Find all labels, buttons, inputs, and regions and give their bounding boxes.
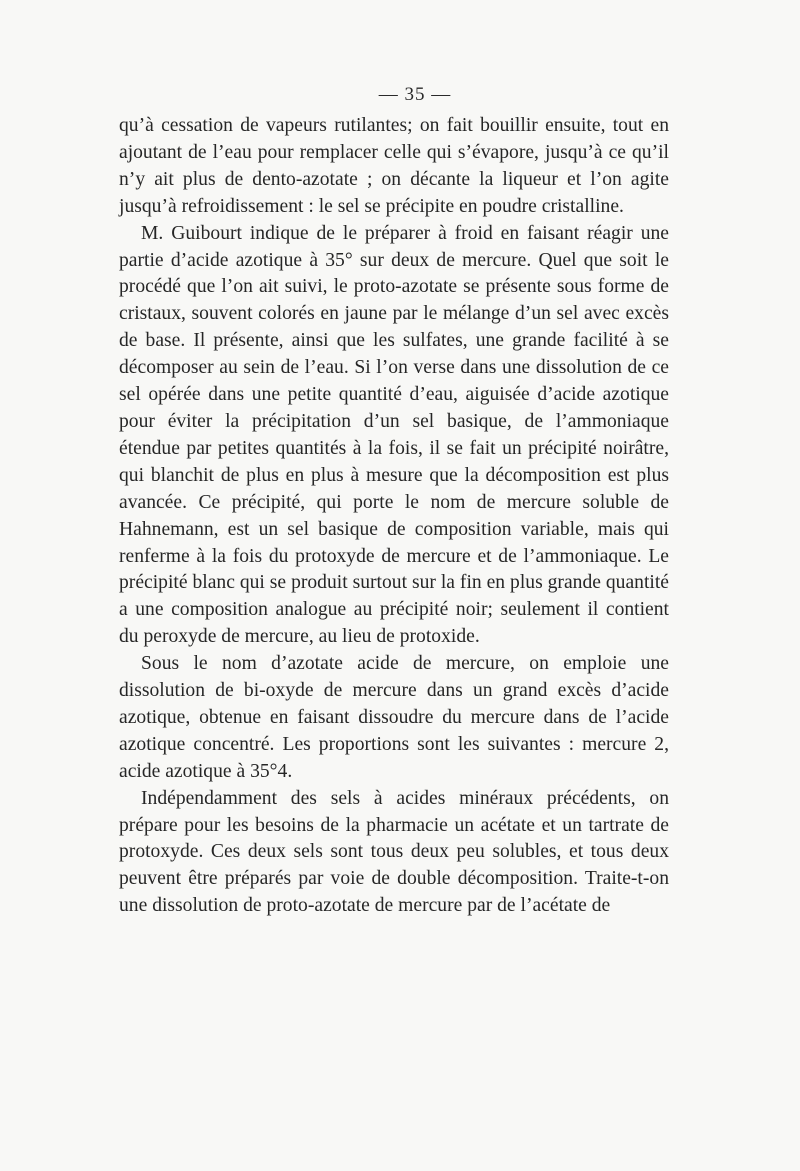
paragraph-1: qu’à cessation de vapeurs rutilantes; on fait bouillir ensuite, tout en ajoutant de l’eau pour remplacer celle qui s’évapore, jusqu’à ce qu’il n’y ait plus de dento-azotate ; on décante la liqueur et l’on agite jusqu’à refroidissement : le sel se précipite en poudre cristalline. bbox=[119, 115, 669, 217]
paragraph-4: Indépendamment des sels à acides minéraux précédents, on prépare pour les besoins de la pharmacie un acétate et un tartrate de protoxyde. Ces deux sels sont tous deux peu solubles, et tous deux peuvent être préparés par voie de double décomposition. Traite-t-on une dissolution de proto-azotate de mercure par de l’acétate de bbox=[119, 787, 669, 917]
page-number: — 35 — bbox=[378, 84, 452, 105]
paragraph-2: M. Guibourt indique de le préparer à froid en faisant réagir une partie d’acide azotique à 35° sur deux de mercure. Quel que soit le procédé que l’on ait suivi, le proto-azotate se présente sous forme de cristaux, souvent colorés en jaune par le mélange d’un sel avec excès de base. Il présente, ainsi que les sulfates, une grande facilité à se décomposer au sein de l’eau. Si l’on verse dans une dissolution de ce sel opérée dans une petite quantité d’eau, aiguisée d’acide azotique pour éviter la précipitation d’un sel basique, de l’ammoniaque étendue par petites quantités à la fois, il se fait un précipité noirâtre, qui blanchit de plus en plus à mesure que la décomposition est plus avancée. Ce précipité, qui porte le nom de mercure soluble de Hahnemann, est un sel basique de composition variable, mais qui renferme à la fois du protoxyde de mercure et de l’ammoniaque. Le précipité blanc qui se produit surtout sur la fin en plus grande quantité a une composition analogue au précipité noir; seulement il contient du peroxyde de mercure, au lieu de protoxide. bbox=[119, 222, 669, 648]
body-text bbox=[119, 113, 669, 920]
paragraph-3: Sous le nom d’azotate acide de mercure, on emploie une dissolution de bi-oxyde de mercure dans un grand excès d’acide azotique, obtenue en faisant dissoudre du mercure dans de l’acide azotique concentré. Les proportions sont les suivantes : mercure 2, acide azotique à 35°4. bbox=[119, 653, 669, 782]
